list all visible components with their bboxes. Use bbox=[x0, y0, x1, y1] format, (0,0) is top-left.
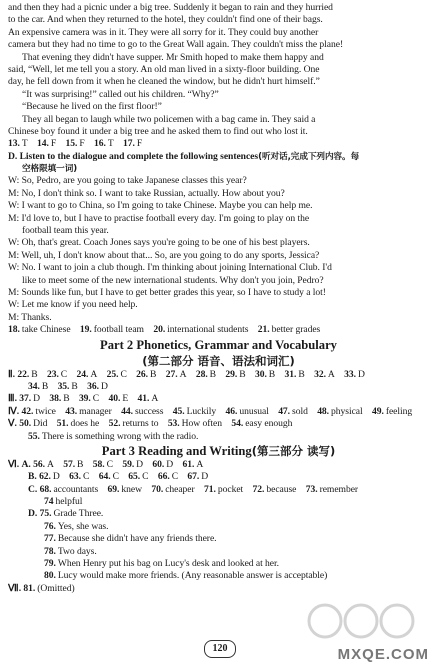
section-5-answers-cont bbox=[8, 431, 429, 443]
answer-item: 36. D bbox=[87, 380, 108, 392]
page-number: 120 bbox=[204, 640, 236, 658]
section-6d-answers bbox=[8, 508, 429, 520]
answer-item: 25. C bbox=[106, 368, 127, 380]
answer-item: 51. does he bbox=[56, 418, 100, 430]
dialogue-line: M: No, I don't think so. I want to take Russian, actually. How about you? bbox=[8, 187, 285, 199]
answer-item: 33. D bbox=[344, 368, 365, 380]
dialogue-line: M: Well, uh, I don't know about that... So, are you going to do any sports, Jessica? bbox=[8, 249, 320, 261]
section-7-answers bbox=[8, 583, 429, 595]
section-6a-answers bbox=[8, 459, 429, 471]
answer-item: 58. C bbox=[92, 458, 113, 470]
answer-item: 15. F bbox=[65, 138, 85, 150]
section-4-answers bbox=[8, 406, 429, 418]
dialogue-line: W: I want to go to China, so I'm going to take Chinese. Maybe you can help me. bbox=[8, 200, 313, 212]
section-5-label: Ⅴ. bbox=[8, 418, 17, 430]
dialogue-line: W: No. I want to join a club though. I'm thinking about joining International Club. I'd bbox=[8, 262, 332, 274]
answer-item: 13. T bbox=[8, 138, 28, 150]
story-line: to the car. And when they returned to the hotel, they couldn't find one of their bags. bbox=[8, 14, 323, 26]
answer-item: 56. A bbox=[33, 458, 54, 470]
answer-item: 68. accountants bbox=[39, 483, 99, 495]
answer-item: 27. A bbox=[165, 368, 187, 380]
answer-item: 47. sold bbox=[278, 405, 308, 417]
answer-item: 49. feeling bbox=[371, 405, 413, 417]
answer-item: 22. B bbox=[17, 368, 38, 380]
dialogue-line: M: Thanks. bbox=[8, 311, 52, 323]
story-line: “It was surprising!” called out his children. “Why?” bbox=[22, 88, 219, 100]
answer-item: 60. D bbox=[152, 458, 174, 470]
section-6d-item bbox=[8, 558, 429, 570]
answer-item: 37. D bbox=[19, 393, 41, 405]
answer-item: 34. B bbox=[28, 380, 49, 392]
answer-item: 57. B bbox=[63, 458, 84, 470]
dialogue-line: M: Sounds like fun, but I have to get better grades this year, so I have to study a lot! bbox=[8, 286, 326, 298]
section-6c-answers bbox=[8, 484, 429, 496]
dialogue-line: football team this year. bbox=[22, 225, 109, 237]
story-line: camera but they had no time to go to the Great Wall again. They couldn't miss the plane! bbox=[8, 39, 344, 51]
answer-item: 74 helpful bbox=[44, 496, 83, 508]
section-5-answers bbox=[8, 418, 429, 430]
answer-item: 16. T bbox=[94, 138, 114, 150]
part2-subtitle: (第二部分 语音、语法和词汇) bbox=[142, 353, 295, 368]
answer-item: 44. success bbox=[121, 405, 164, 417]
watermark-text: MXQE.COM bbox=[337, 645, 429, 663]
answer-item: 59. D bbox=[122, 458, 144, 470]
part3-subtitle: (第三部分 读写) bbox=[251, 443, 336, 458]
answer-item: 54. easy enough bbox=[231, 418, 293, 430]
section-2-label: Ⅱ. bbox=[8, 368, 16, 380]
section-6b-answers bbox=[8, 471, 429, 483]
dialogue-line: W: So, Pedro, are you going to take Japanese classes this year? bbox=[8, 175, 247, 187]
answer-item: 81. (Omitted) bbox=[23, 582, 75, 594]
content-column bbox=[8, 2, 429, 595]
section-2-answers-cont bbox=[8, 381, 429, 393]
answer-item: 62. D bbox=[39, 471, 60, 483]
story-line: That evening they didn't have supper. Mr Smith hoped to make them happy and bbox=[22, 51, 324, 63]
answer-item: 43. manager bbox=[65, 405, 112, 417]
answer-item: 18. take Chinese bbox=[8, 324, 71, 336]
section-7-label: Ⅶ. bbox=[8, 582, 22, 594]
section-3-answers bbox=[8, 393, 429, 405]
answer-item: 71. pocket bbox=[204, 483, 244, 495]
section-6d-item bbox=[8, 546, 429, 558]
section-6d-item bbox=[8, 570, 429, 582]
answer-item: 28. B bbox=[195, 368, 217, 380]
answer-item: 70. cheaper bbox=[151, 483, 195, 495]
section-6d-label: D. bbox=[28, 508, 38, 520]
answer-item: 30. B bbox=[254, 368, 276, 380]
answer-item: 63. C bbox=[69, 471, 90, 483]
answer-item: 46. unusual bbox=[225, 405, 269, 417]
dialogue-line: M: I'd love to, but I have to practise football every day. I'm going to play on the bbox=[8, 212, 310, 224]
story-line: An expensive camera was in it. They were all sorry for it. They could buy another bbox=[8, 26, 319, 38]
answer-item: 26. B bbox=[136, 368, 157, 380]
answer-item: 75. Grade Three. bbox=[39, 508, 104, 520]
answer-item: 50. Did bbox=[19, 418, 48, 430]
tf-answers bbox=[8, 138, 429, 150]
d-answers bbox=[8, 324, 429, 336]
story-line: said, “Well, let me tell you a story. An old man lived in a sixty-floor building. One bbox=[8, 63, 320, 75]
section-2-answers bbox=[8, 369, 429, 381]
answer-item: 38. B bbox=[49, 393, 70, 405]
answer-item: 48. physical bbox=[317, 405, 363, 417]
answer-item: 67. D bbox=[187, 471, 209, 483]
answer-item: 45. Luckily bbox=[172, 405, 217, 417]
section-6c-label: C. bbox=[28, 483, 38, 495]
answer-item: 79. When Henry put his bag on Lucy's desk and looked at her. bbox=[44, 558, 279, 570]
answer-item: 65. C bbox=[128, 471, 149, 483]
dialogue bbox=[8, 175, 429, 324]
answer-item: 41. A bbox=[137, 393, 159, 405]
part3-title bbox=[8, 443, 429, 459]
answer-item: 20. international students bbox=[153, 324, 249, 336]
section-6d-item bbox=[8, 521, 429, 533]
answer-item: 21. better grades bbox=[257, 324, 321, 336]
answer-item: 80. Lucy would make more friends. (Any reasonable answer is acceptable) bbox=[44, 570, 328, 582]
story-line: “Because he lived on the first floor!” bbox=[22, 101, 162, 113]
answer-item: 35. B bbox=[57, 380, 78, 392]
dialogue-line: W: Oh, that's great. Coach Jones says you're going to be one of his best players. bbox=[8, 237, 310, 249]
answer-item: 52. returns to bbox=[108, 418, 159, 430]
answer-item: 64. C bbox=[98, 471, 119, 483]
story-line: They all began to laugh while two policemen with a bag came in. They said a bbox=[22, 113, 316, 125]
answer-item: 32. A bbox=[314, 368, 335, 380]
answer-item: 23. C bbox=[46, 368, 68, 380]
section-d-note-cont: 空格限填一词) bbox=[22, 164, 78, 175]
dialogue-line: like to meet some of the new international students. Why don't you join, Pedro? bbox=[22, 274, 324, 286]
answer-item: 24. A bbox=[76, 368, 98, 380]
section-6b-label: B. bbox=[28, 471, 37, 483]
answer-item: 14. F bbox=[37, 138, 57, 150]
answer-item: 29. B bbox=[225, 368, 246, 380]
section-6-label: Ⅵ. bbox=[8, 458, 20, 470]
answer-item: 66. C bbox=[157, 471, 179, 483]
answer-item: 19. football team bbox=[79, 324, 144, 336]
section-6a-label: A. bbox=[21, 458, 31, 470]
answer-item: 76. Yes, she was. bbox=[44, 520, 109, 532]
answer-item: 61. A bbox=[182, 458, 204, 470]
answer-item: 17. F bbox=[123, 138, 143, 150]
section-6d-item bbox=[8, 533, 429, 545]
section-6c-answers-cont bbox=[8, 496, 429, 508]
answer-item: 78. Two days. bbox=[44, 545, 97, 557]
answer-item: 31. B bbox=[284, 368, 305, 380]
answer-item: 39. C bbox=[78, 393, 100, 405]
answer-item: 53. How often bbox=[167, 418, 222, 430]
section-d-heading bbox=[8, 151, 429, 163]
answer-item: 55. There is something wrong with the radio. bbox=[28, 430, 199, 442]
answer-item: 73. remember bbox=[305, 483, 359, 495]
answer-item: 40. E bbox=[108, 393, 129, 405]
story-line: Chinese boy found it under a big tree and he asked them to find out who lost it. bbox=[8, 125, 308, 137]
part3-title-text: Part 3 Reading and Writing bbox=[101, 443, 252, 458]
answer-item: 69. knew bbox=[107, 483, 142, 495]
part2-title: Part 2 Phonetics, Grammar and Vocabulary bbox=[100, 337, 337, 352]
section-d-note: (听对话,完成下列内容。每 bbox=[258, 151, 360, 162]
section-3-label: Ⅲ. bbox=[8, 393, 17, 405]
section-4-label: Ⅳ. bbox=[8, 405, 20, 417]
story-line: and then they had a picnic under a big tree. Suddenly it began to rain and they hurried bbox=[8, 2, 333, 13]
dialogue-line: W: Let me know if you need help. bbox=[8, 299, 138, 311]
answer-item: 72. because bbox=[252, 483, 297, 495]
story-text bbox=[8, 2, 429, 138]
section-d-label: D. Listen to the dialogue and complete the following sentences bbox=[8, 150, 259, 162]
answer-item: 42. twice bbox=[21, 405, 56, 417]
story-line: day, he fell down from it when he cleaned the window, but he didn't hurt himself.” bbox=[8, 76, 320, 88]
answer-item: 77. Because she didn't have any friends there. bbox=[44, 533, 217, 545]
